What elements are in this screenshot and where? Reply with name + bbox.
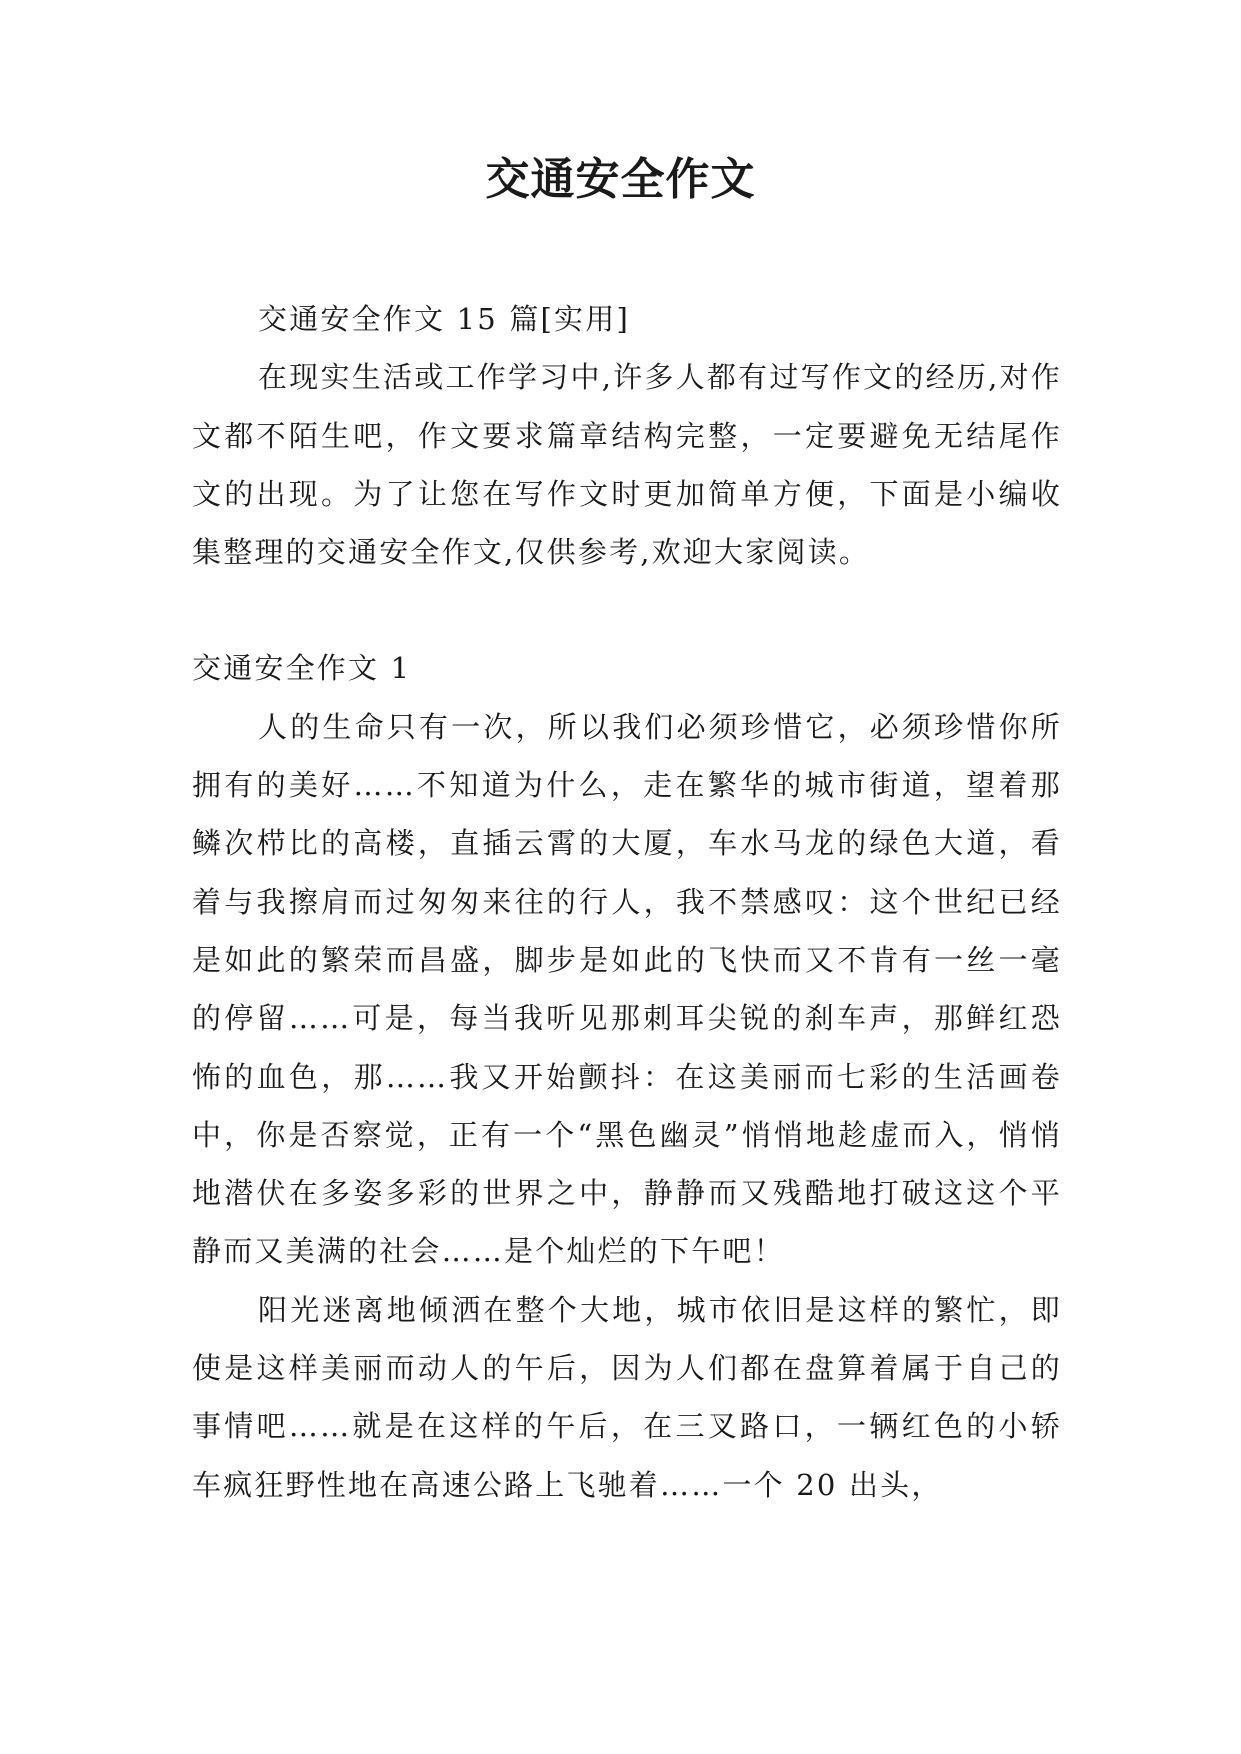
section-spacer: [192, 581, 1062, 639]
section-1-paragraph-2: 阳光迷离地倾洒在整个大地，城市依旧是这样的繁忙，即使是这样美丽而动人的午后，因为人们都在盘算着属于自己的事情吧……就是在这样的午后，在三叉路口，一辆红色的小轿车疯狂野性地在高速公路上飞驰着……一个 20 出头，: [192, 1292, 1062, 1502]
document-title: 交通安全作文: [485, 154, 756, 205]
document-body: [192, 290, 1062, 1514]
section-1-heading: 交通安全作文 1: [192, 651, 412, 686]
intro-paragraph: 在现实生活或工作学习中,许多人都有过写作文的经历,对作文都不陌生吧，作文要求篇章结构完整，一定要避免无结尾作文的出现。为了让您在写作文时更加简单方便，下面是小编收集整理的交通安全作文,仅供参考,欢迎大家阅读。: [192, 360, 1062, 570]
section-1-paragraph-1: 人的生命只有一次，所以我们必须珍惜它，必须珍惜你所拥有的美好……不知道为什么，走在繁华的城市街道，望着那鳞次栉比的高楼，直插云霄的大厦，车水马龙的绿色大道，看着与我擦肩而过匆匆来往的行人，我不禁感叹：这个世纪已经是如此的繁荣而昌盛，脚步是如此的飞快而又不肯有一丝一毫的停留……可是，每当我听见那刺耳尖锐的刹车声，那鲜红恐怖的血色，那……我又开始颤抖：在这美丽而七彩的生活画卷中，你是否察觉，正有一个“黑色幽灵”悄悄地趁虚而入，悄悄地潜伏在多姿多彩的世界之中，静静而又残酷地打破这这个平静而又美满的社会……是个灿烂的下午吧！: [192, 709, 1062, 1269]
intro-heading: 交通安全作文 15 篇[实用]: [258, 302, 630, 336]
